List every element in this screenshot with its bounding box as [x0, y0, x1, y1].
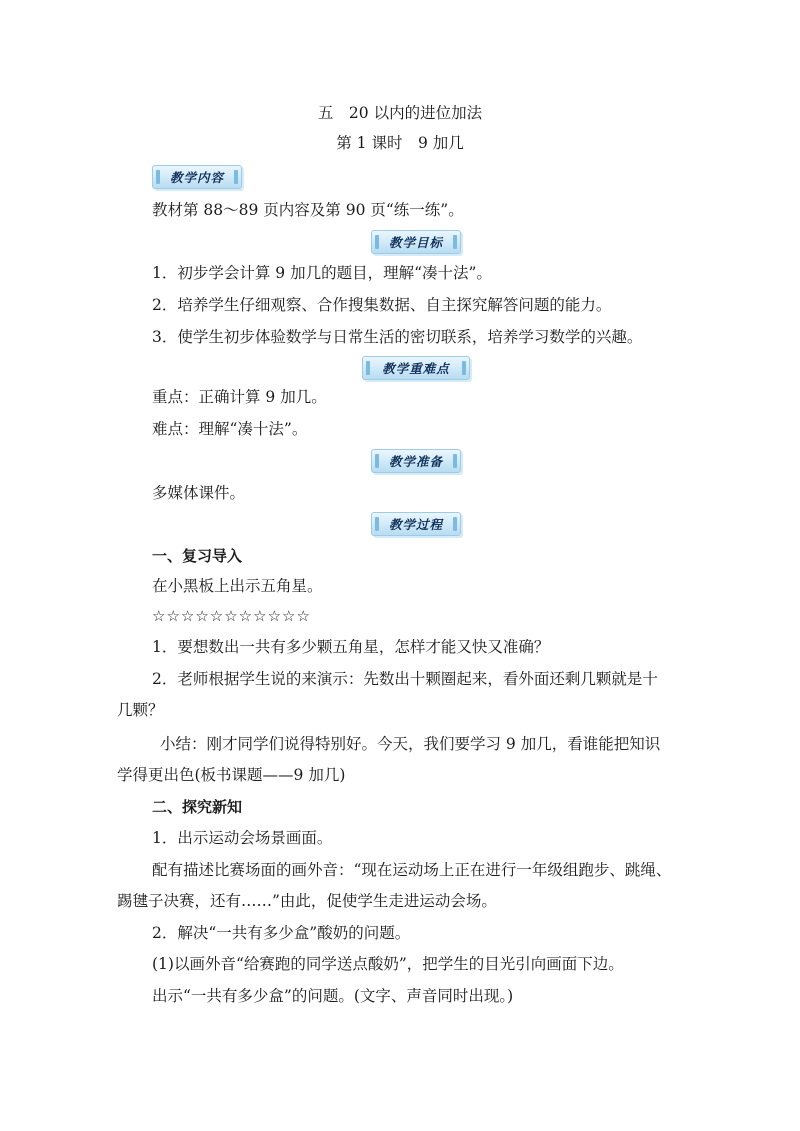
part1-summary-line1: 小结：刚才同学们说得特别好。今天，我们要学习 9 加几，看谁能把知识 [160, 735, 661, 753]
part2-heading: 二、探究新知 [152, 798, 243, 816]
part1-question-1: 1．要想数出一共有多少颗五角星，怎样才能又快又准确？ [152, 638, 550, 656]
part1-intro: 在小黑板上出示五角星。 [152, 577, 323, 595]
banner-teaching-content: 教学内容 [152, 165, 242, 189]
banner-key-difficult-points: 教学重难点 [362, 356, 470, 380]
goal-item-1: 1．初步学会计算 9 加几的题目，理解“凑十法”。 [152, 264, 492, 282]
key-point: 重点：正确计算 9 加几。 [152, 388, 327, 406]
part1-heading: 一、复习导入 [152, 547, 243, 565]
banner-teaching-goals: 教学目标 [371, 230, 461, 254]
difficult-point: 难点：理解“凑十法”。 [152, 420, 308, 438]
part2-step-2-b: 出示“一共有多少盒”的问题。(文字、声音同时出现。) [152, 987, 514, 1005]
part2-step-1: 1．出示运动会场景画面。 [152, 829, 333, 847]
banner-teaching-preparation: 教学准备 [371, 449, 461, 473]
unit-title: 五 20 以内的进位加法 [317, 104, 483, 122]
part2-step-1-desc-line1: 配有描述比赛场面的画外音：“现在运动场上正在进行一年级组跑步、跳绳、 [152, 861, 672, 879]
content-text: 教材第 88～89 页内容及第 90 页“练一练”。 [152, 201, 464, 219]
part1-question-2-line1: 2．老师根据学生说的来演示：先数出十颗圈起来，看外面还剩几颗就是十 [152, 670, 658, 688]
part2-step-2-a: (1)以画外音“给赛跑的同学送点酸奶”，把学生的目光引向画面下边。 [152, 955, 624, 973]
preparation-text: 多媒体课件。 [152, 484, 246, 502]
goal-item-2: 2．培养学生仔细观察、合作搜集数据、自主探究解答问题的能力。 [152, 296, 612, 314]
part2-step-2: 2．解决“一共有多少盒”酸奶的问题。 [152, 924, 411, 942]
part2-step-1-desc-line2: 踢毽子决赛，还有……”由此，促使学生走进运动会场。 [117, 892, 497, 910]
part1-summary-line2: 学得更出色(板书课题——9 加几) [117, 766, 346, 784]
goal-item-3: 3．使学生初步体验数学与日常生活的密切联系，培养学习数学的兴趣。 [152, 328, 643, 346]
banner-teaching-process: 教学过程 [371, 512, 461, 536]
part1-question-2-line2: 几颗？ [117, 701, 164, 719]
lesson-title: 第 1 课时 9 加几 [336, 134, 464, 152]
stars-row: ☆☆☆☆☆☆☆☆☆☆☆ [152, 607, 311, 625]
